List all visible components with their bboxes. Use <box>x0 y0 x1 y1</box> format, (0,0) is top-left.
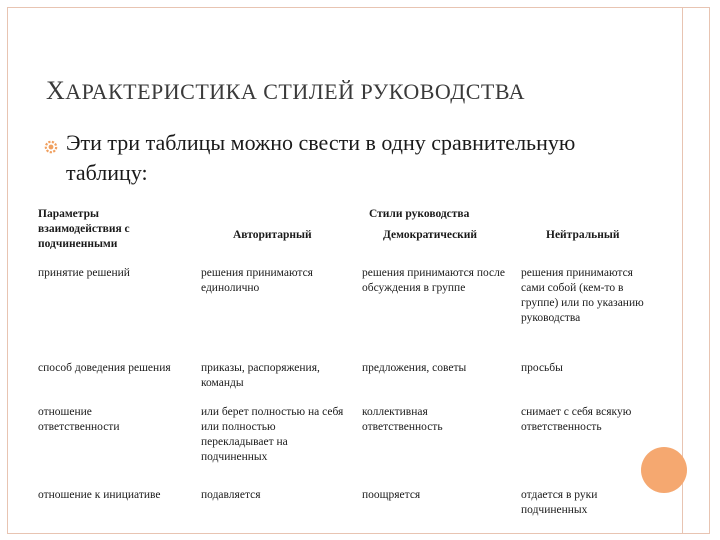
slide-title: ХАРАКТЕРИСТИКА СТИЛЕЙ РУКОВОДСТВА <box>46 76 525 105</box>
table-row-1-authoritarian: решения принимаются единолично <box>201 267 313 294</box>
table-row-2-authoritarian: приказы, распоряжения, команды <box>201 362 320 389</box>
table-header-democratic: Демократический <box>383 229 478 241</box>
decorative-circle <box>641 447 687 493</box>
table-row-4-param: отношение к инициативе <box>38 489 161 501</box>
table-row-2-neutral: просьбы <box>521 362 563 374</box>
table-row-1-democratic: решения принимаются после обсуждения в группе <box>362 267 505 294</box>
table-row-3-authoritarian: или берет полностью на себя или полностью перекладывает на подчиненных <box>201 406 344 463</box>
table-row-4-neutral: отдается в руки подчиненных <box>521 489 598 516</box>
table-row-1-neutral: решения принимаются сами собой (кем-то в группе) или по указанию руководства <box>521 267 644 324</box>
table-header-params: Параметры взаимодействия с подчиненными <box>38 208 130 250</box>
table-row-2-param: способ доведения решения <box>38 362 171 374</box>
table-header-authoritarian: Авторитарный <box>233 229 312 241</box>
bullet-text: Эти три таблицы можно свести в одну сравнительную таблицу: <box>66 130 576 185</box>
gear-icon <box>44 140 58 154</box>
table-row-3-neutral: снимает с себя всякую ответственность <box>521 406 632 433</box>
table-header-neutral: Нейтральный <box>546 229 620 241</box>
table-row-4-democratic: поощряется <box>362 489 421 501</box>
table-row-3-democratic: коллективная ответственность <box>362 406 443 433</box>
table-row-2-democratic: предложения, советы <box>362 362 467 374</box>
table-header-group: Стили руководства <box>369 208 470 220</box>
table-row-4-authoritarian: подавляется <box>201 489 261 501</box>
table-row-1-param: принятие решений <box>38 267 130 279</box>
table-row-3-param: отношение ответственности <box>38 406 120 433</box>
